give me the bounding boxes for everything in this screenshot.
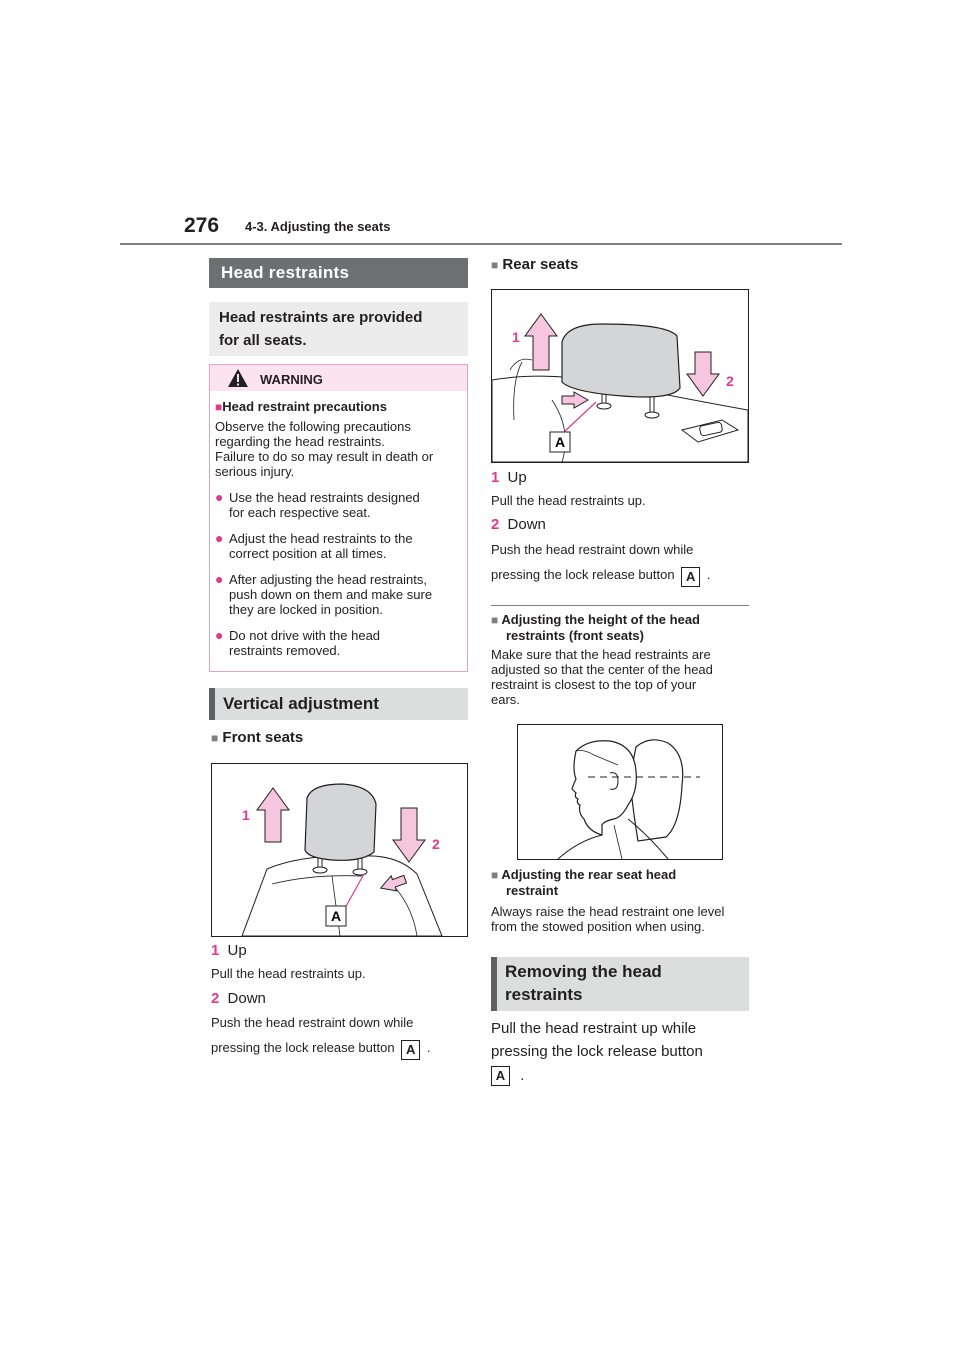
step-number: 2 [491, 516, 500, 533]
front-step-1-desc: Pull the head restraints up. [211, 966, 366, 981]
step-label: Up [507, 469, 527, 486]
front-seats-label [211, 729, 303, 746]
front-step-2-desc-1: Push the head restraint down while [211, 1015, 414, 1030]
step-number: 2 [211, 990, 220, 1007]
warning-bullet [215, 628, 463, 658]
down-arrow-icon [687, 352, 719, 396]
rear-step-1 [491, 469, 527, 486]
warning-icon [227, 368, 249, 388]
bullet-dot-icon: ● [215, 571, 224, 587]
front-step-2 [211, 990, 266, 1007]
removing-heading [491, 957, 749, 1011]
fig-label-1: 1 [242, 807, 250, 823]
height-front-line-3: restraint is closest to the top of your [491, 677, 697, 692]
intro-line-2: for all seats. [219, 332, 307, 349]
removing-body-3 [491, 1066, 524, 1086]
bullet-1-line-2: for each respective seat. [229, 505, 371, 520]
fig-label-a: A [331, 908, 342, 924]
desc-text: pressing the lock release button [491, 567, 675, 582]
height-front-body [491, 647, 751, 707]
vertical-adjustment-title: Vertical adjustment [223, 694, 379, 713]
warning-text-1: Observe the following precautions [215, 419, 411, 434]
height-front-title-2: restraints (front seats) [506, 628, 644, 643]
bullet-3-line-2: push down on them and make sure [229, 587, 433, 602]
step-label: Down [227, 990, 266, 1007]
step-label: Up [227, 942, 247, 959]
front-seats-text: Front seats [222, 729, 304, 746]
removing-body-1: Pull the head restraint up while [491, 1020, 697, 1037]
square-icon: ■ [491, 868, 499, 882]
head-position-figure [517, 724, 723, 860]
divider [491, 605, 749, 606]
down-arrow-icon [393, 808, 425, 862]
front-step-2-desc-2 [211, 1040, 430, 1060]
warning-text-3: Failure to do so may result in death or [215, 449, 434, 464]
warning-body [215, 399, 463, 658]
front-step-1 [211, 942, 247, 959]
bullet-dot-icon: ● [215, 627, 224, 643]
fig-label-2: 2 [726, 373, 734, 389]
period: . [706, 567, 711, 582]
rear-seats-figure [491, 289, 749, 463]
header-rule [120, 243, 842, 245]
fig-label-2: 2 [432, 836, 440, 852]
a-label-box: A [681, 567, 700, 587]
warning-text-2: regarding the head restraints. [215, 434, 385, 449]
bullet-1-line-1: Use the head restraints designed [229, 490, 420, 505]
front-seat-illustration [212, 764, 467, 936]
height-front-line-2: adjusted so that the center of the head [491, 662, 713, 677]
head-restraints-heading [209, 258, 468, 288]
up-arrow-icon [257, 788, 289, 842]
rear-seats-label [491, 256, 578, 273]
warning-header [210, 365, 467, 391]
section-title: 4-3. Adjusting the seats [245, 219, 391, 234]
height-front-title-1: Adjusting the height of the head [501, 612, 700, 627]
vertical-adjustment-heading [209, 688, 468, 720]
height-front-line-4: ears. [491, 692, 520, 707]
bullet-dot-icon: ● [215, 489, 224, 505]
height-front-heading [491, 612, 700, 643]
rear-adjust-line-2: from the stowed position when using. [491, 919, 705, 934]
step-number: 1 [491, 469, 500, 486]
warning-bullet [215, 490, 463, 520]
intro-line-1: Head restraints are provided [219, 309, 423, 326]
bullet-dot-icon: ● [215, 530, 224, 546]
a-label-box: A [491, 1066, 510, 1086]
warning-box [209, 364, 468, 672]
warning-subhead: Head restraint precautions [222, 399, 387, 414]
step-label: Down [507, 516, 546, 533]
warning-bullet [215, 572, 463, 617]
bullet-2-line-2: correct position at all times. [229, 546, 387, 561]
rear-step-2-desc-2 [491, 567, 710, 587]
fig-label-a: A [555, 434, 566, 450]
bullet-3-line-3: they are locked in position. [229, 602, 383, 617]
fig-label-1: 1 [512, 329, 520, 345]
square-icon: ■ [491, 258, 499, 272]
bullet-4-line-1: Do not drive with the head [229, 628, 381, 643]
warning-text-4: serious injury. [215, 464, 295, 479]
intro-box [209, 302, 468, 356]
rear-adjust-title-2: restraint [506, 883, 559, 898]
removing-body-2: pressing the lock release button [491, 1043, 703, 1060]
rear-adjust-body [491, 904, 755, 934]
bullet-3-line-1: After adjusting the head restraints, [229, 572, 428, 587]
warning-bullet [215, 531, 463, 561]
square-icon: ■ [215, 400, 223, 414]
bullet-4-line-2: restraints removed. [229, 643, 341, 658]
height-front-line-1: Make sure that the head restraints are [491, 647, 711, 662]
up-arrow-icon [525, 314, 557, 370]
head-restraints-title: Head restraints [221, 263, 350, 282]
period: . [520, 1067, 525, 1084]
head-profile-illustration [518, 725, 722, 859]
rear-adjust-title-1: Adjusting the rear seat head [501, 867, 677, 882]
step-number: 1 [211, 942, 220, 959]
rear-adjust-heading [491, 867, 676, 898]
rear-step-2-desc-1: Push the head restraint down while [491, 542, 694, 557]
rear-seats-text: Rear seats [502, 256, 579, 273]
rear-adjust-line-1: Always raise the head restraint one level [491, 904, 725, 919]
bullet-2-line-1: Adjust the head restraints to the [229, 531, 413, 546]
desc-text: pressing the lock release button [211, 1040, 395, 1055]
front-seats-figure [211, 763, 468, 937]
rear-step-2 [491, 516, 546, 533]
period: . [426, 1040, 431, 1055]
removing-title-1: Removing the head [505, 962, 662, 981]
rear-step-1-desc: Pull the head restraints up. [491, 493, 646, 508]
removing-title-2: restraints [505, 985, 583, 1004]
rear-seat-illustration [492, 290, 748, 462]
a-label-box: A [401, 1040, 420, 1060]
warning-title: WARNING [260, 372, 323, 387]
square-icon: ■ [491, 613, 499, 627]
page-number: 276 [184, 214, 220, 237]
square-icon: ■ [211, 731, 219, 745]
